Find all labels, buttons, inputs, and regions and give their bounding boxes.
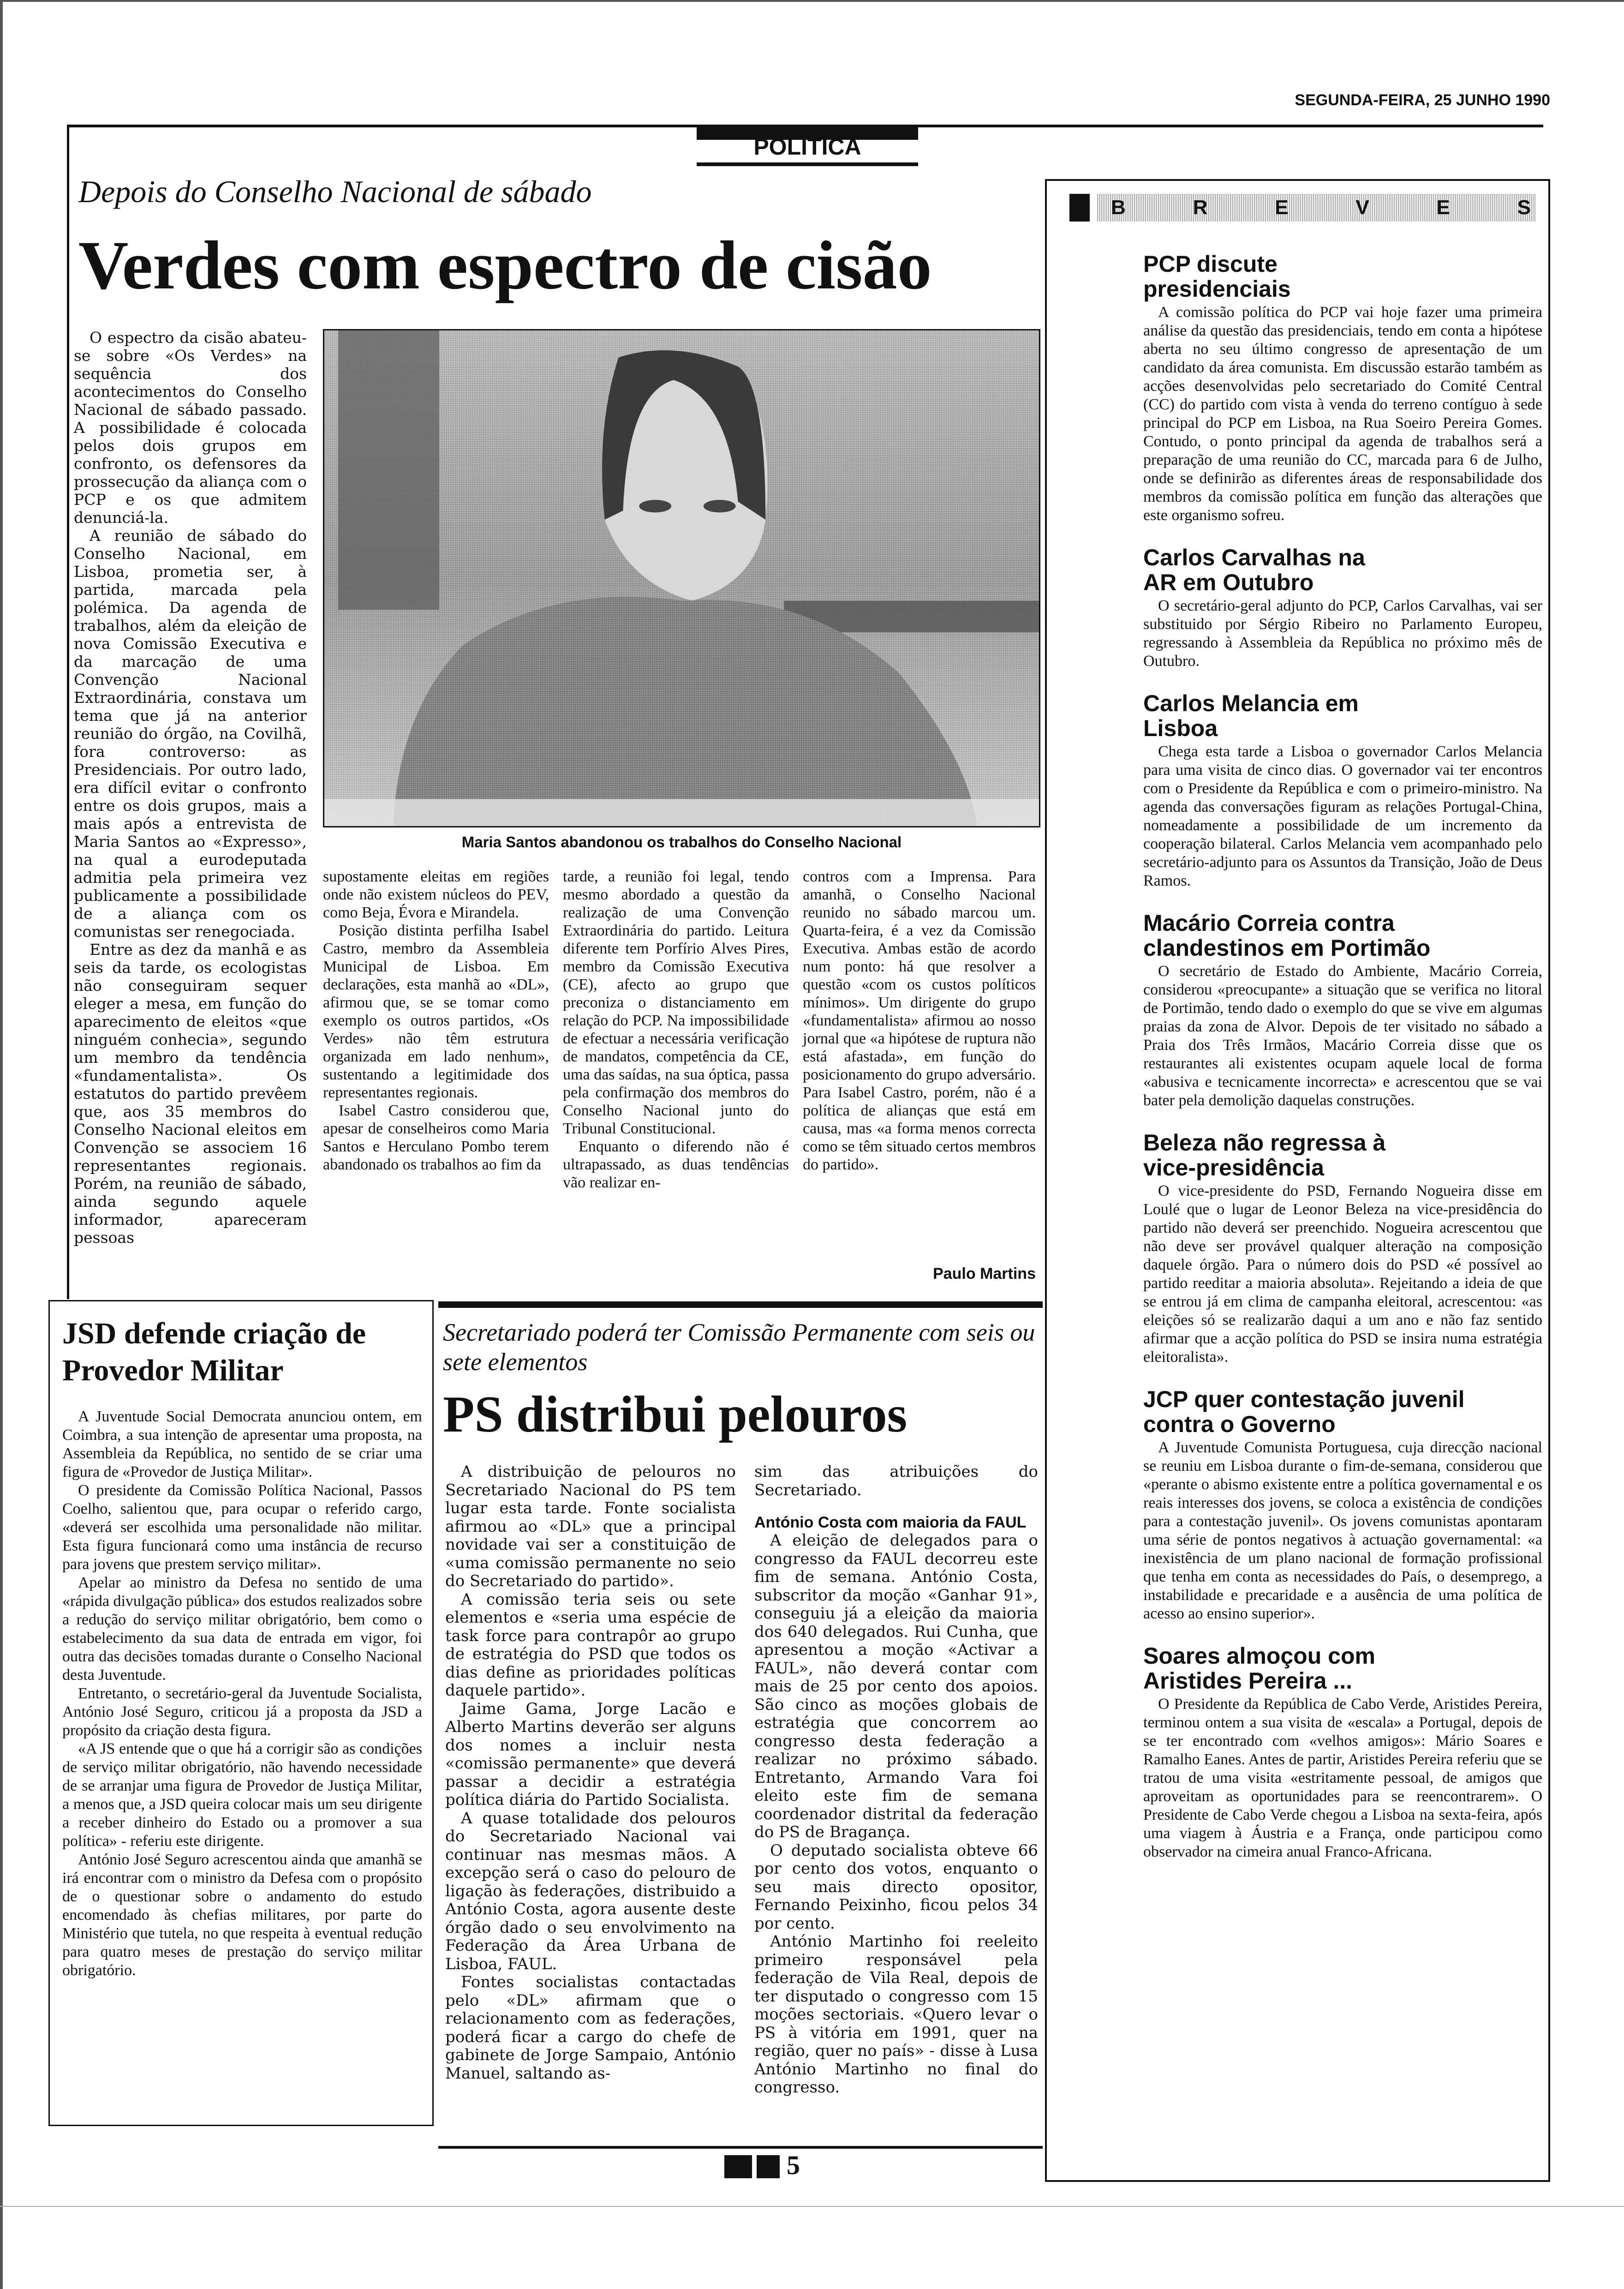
lead-kicker: Depois do Conselho Nacional de sábado — [78, 174, 592, 209]
lead-paragraph: Enquanto o diferendo não é ultrapassado, as duas tendências vão realizar en- — [563, 1138, 789, 1191]
lead-column-1 — [74, 329, 307, 1246]
lead-paragraph: O espectro da cisão abateu-se sobre «Os Verdes» na sequência dos acontecimentos do Conselho Nacional de sábado passado. A possibilidade é colocada pelos dois grupos em confronto, os defensores da prossecução da aliança com o PCP e os que admitem denunciá-la. — [74, 329, 307, 527]
jsd-paragraph: O presidente da Comissão Política Nacional, Passos Coelho, salientou que, para ocupar o referido cargo, «deverá ser escolhida uma personalidade não militar. Esta figura funcionará como uma instância de recurso para jovens que prestem serviço militar». — [62, 1482, 422, 1573]
lead-paragraph: supostamente eleitas em regiões onde não existem núcleos do PEV, como Beja, Évora e Mirandela. — [323, 868, 549, 921]
photo-image — [324, 330, 1039, 826]
brief-title: Macário Correia contra clandestinos em Portimão — [1143, 910, 1431, 961]
byline: Paulo Martins — [933, 1265, 1036, 1282]
jsd-body — [62, 1408, 422, 1980]
brief-item — [1143, 911, 1542, 1110]
page-edge-top — [0, 0, 1624, 2]
brief-title: PCP discute presidenciais — [1143, 251, 1291, 302]
brief-body: O vice-presidente do PSD, Fernando Nogueira disse em Loulé que o lugar de Leonor Beleza na vice-presidência do partido não deverá ser preenchido. Nogueira acrescentou que não deve ser provável qualquer alteração na composição daquele órgão. Para o número dois do PSD «é possível ao partido reeditar a maioria absoluta». Rejeitando a ideia de que se entrou já em clima de campanha eleitoral, acrescentou: «as eleições só se realizarão daqui a um ano e não faz sentido afirmar que a acção política do PSD se insira numa estratégia eleitoralista». — [1143, 1182, 1542, 1366]
lead-paragraph: tarde, a reunião foi legal, tendo mesmo abordado a questão da realização de uma Convenção Extraordinária do partido. Leitura diferente tem Porfírio Alves Pires, membro da Comissão Executiva (CE), afecto ao grupo que preconiza o distanciamento em relação do PCP. Na impossibilidade de efectuar a necessária verificação de mandatos, competência da CE, uma das saídas, na sua óptica, passa pela confirmação dos membros do Conselho Nacional junto do Tribunal Constitucional. — [563, 868, 789, 1137]
brief-body: Chega esta tarde a Lisboa o governador Carlos Melancia para uma visita de cinco dias. O governador vai ter encontros com o Presidente da República e com o primeiro-ministro. Na agenda das conversações figuram as relações Portugal-China, nomeadamente a possibilidade de um incremento da cooperação bilateral. Carlos Melancia vem acompanhado pelo secretário-adjunto para os Assuntos da Transição, João de Deus Ramos. — [1143, 743, 1542, 889]
ps-kicker: Secretariado poderá ter Comissão Permanente com seis ou sete elementos — [443, 1318, 1035, 1376]
breves-letter: S — [1517, 196, 1531, 219]
brief-body: A comissão política do PCP vai hoje fazer uma primeira análise da questão das presidenciais, tendo em conta a hipótese aberta no seu último congresso de apresentação de um candidato da área comunista. Em discussão estarão também as acções desenvolvidas pelo secretariado do Comité Central (CC) do partido com vista à venda do terreno contíguo à sede principal do PCP em Lisboa, na Rua Soeiro Pereira Gomes. Contudo, o ponto principal da agenda de trabalhos será a preparação de uma reunião do CC, marcada para 6 de Julho, onde se definirão as diferentes áreas de responsabilidade dos membros da comissão política em função das alterações que este organismo sofreu. — [1143, 304, 1542, 524]
lead-paragraph: contros com a Imprensa. Para amanhã, o Conselho Nacional reunido no sábado marcou um. Quarta-feira, é a vez da Comissão Executiva. Ambas estão de acordo num ponto: há que resolver a questão «com os custos políticos mínimos». Um dirigente do grupo «fundamentalista» afirmou ao nosso jornal que «a hipótese de ruptura não está afastada», em função do posicionamento do grupo adversário. Para Isabel Castro, porém, não é a política de alianças que está em causa, mas «a forma menos correcta como se têm situado certos membros do partido». — [803, 868, 1036, 1173]
ps-paragraph: O deputado socialista obteve 66 por cento dos votos, enquanto o seu mais directo opositor, Fernando Peixinho, ficou pelos 34 por cento. — [754, 1841, 1038, 1933]
ps-column-1 — [445, 1463, 736, 2083]
lead-column-4 — [803, 868, 1036, 1174]
brief-item — [1143, 1130, 1542, 1366]
ps-paragraph: A comissão teria seis ou sete elementos e «seria uma espécie de task force para contrapôr ao grupo de estratégia do PSD que todos os dias define as prioridades políticas daquele partido». — [445, 1590, 736, 1700]
jsd-headline: JSD defende criação de Provedor Militar — [62, 1317, 366, 1387]
photo-caption: Maria Santos abandonou os trabalhos do Conselho Nacional — [461, 833, 902, 851]
breves-label — [1097, 196, 1536, 220]
breves-letter: R — [1193, 196, 1208, 219]
brief-title: JCP quer contestação juvenil contra o Governo — [1143, 1386, 1465, 1437]
brief-body: O secretário-geral adjunto do PCP, Carlos Carvalhas, vai ser substituido por Sérgio Ribeiro no Parlamento Europeu, regressando à Assembleia da República no próximo mês de Outubro. — [1143, 597, 1542, 670]
lead-column-2 — [323, 868, 549, 1174]
jsd-paragraph: António José Seguro acrescentou ainda que amanhã se irá encontrar com o ministro da Defesa com o propósito de o questionar sobre o andamento do estudo encomendado às chefias militares, por parte do Ministério que tutela, no que respeita à eventual redução para quatro meses de prestação do serviço militar obrigatório. — [62, 1851, 422, 1979]
section-label: POLÍTICA — [753, 134, 861, 160]
brief-body: A Juventude Comunista Portuguesa, cuja direcção nacional se reuniu em Lisboa durante o fim-de-semana, considerou que «perante o abismo existente entre a política governamental e os reais interesses dos jovens, se coloca a existência de condições para a contestação juvenil». Os jovens comunistas apontaram uma série de pontos negativos à actuação governamental: «a inexistência de um plano nacional de formação profissional que tenha em conta as necessidades do País, o desemprego, a instabilidade e precaridade e a ausência de uma política de acesso ao ensino superior». — [1143, 1439, 1542, 1622]
brief-item — [1143, 252, 1542, 525]
newspaper-logo-icon — [724, 2155, 752, 2178]
ps-headline: PS distribui pelouros — [443, 1386, 908, 1443]
jsd-paragraph: A Juventude Social Democrata anunciou ontem, em Coimbra, a sua intenção de apresentar uma proposta, na Assembleia da República, no sentido de se criar uma figura de «Provedor de Justiça Militar». — [62, 1408, 422, 1480]
jsd-paragraph: Entretanto, o secretário-geral da Juventude Socialista, António José Seguro, criticou já a proposta da JSD a propósito da criação desta figura. — [62, 1685, 422, 1739]
brief-title: Carlos Melancia em Lisboa — [1143, 690, 1359, 741]
newspaper-logo-icon — [757, 2155, 780, 2178]
lead-column-3 — [563, 868, 789, 1192]
jsd-paragraph: «A JS entende que o que há a corrigir são as condições de serviço militar obrigatório, não havendo necessidade de se arranjar uma figura de Provedor de Justiça Militar, a menos que, a JSD queira colocar mais um seu dirigente a receber dinheiro do Estado ou a promover a sua política» - referiu este dirigente. — [62, 1740, 422, 1850]
ps-paragraph: A distribuição de pelouros no Secretariado Nacional do PS tem lugar esta tarde. Fonte socialista afirmou ao «DL» que a principal novidade vai ser a constituição de «uma comissão permanente no seio do Secretariado do partido». — [445, 1462, 736, 1590]
page-edge-bottom — [0, 2206, 1624, 2207]
brief-title: Soares almoçou com Aristides Pereira ... — [1143, 1643, 1375, 1694]
lead-frame-left-rule — [67, 125, 69, 1299]
brief-body: O Presidente da República de Cabo Verde, Aristides Pereira, terminou ontem a sua visita de «escala» a Portugal, depois de se ter encontrado com «velhos amigos»: Mário Soares e Ramalho Eanes. Antes de partir, Aristides Pereira referiu que se tratou de uma visita «estritamente pessoal, de amigos que aproveitam as oportunidades para se reencontrarem». O Presidente de Cabo Verde chegou a Lisboa na sexta-feira, após uma viagem à Áustria e a França, onde participou como observador na cimeira anual Franco-Africana. — [1143, 1696, 1542, 1860]
breves-letter: V — [1355, 196, 1369, 219]
breves-letter: E — [1436, 196, 1450, 219]
dateline: SEGUNDA-FEIRA, 25 JUNHO 1990 — [1295, 91, 1550, 109]
section-underline — [697, 162, 918, 166]
ps-paragraph: sim das atribuições do Secretariado. — [754, 1462, 1038, 1499]
breves-list — [1143, 252, 1542, 1882]
ps-paragraph: Jaime Gama, Jorge Lacão e Alberto Martins deverão ser alguns dos nomes a incluir nesta «comissão permanente» que deverá passar a decidir a estratégia política diária do Partido Socialista. — [445, 1699, 736, 1809]
ps-paragraph: Fontes socialistas contactadas pelo «DL» afirmam que o relacionamento com as federações, poderá ficar a cargo do chefe de gabinete de Jorge Sampaio, António Manuel, saltando as- — [445, 1973, 736, 2083]
photo-maria-santos — [323, 329, 1040, 827]
ps-bottom-rule — [438, 2146, 1043, 2149]
brief-item — [1143, 1387, 1542, 1623]
ps-paragraph: António Martinho foi reeleito primeiro responsável pela federação de Vila Real, depois de ter disputado o congresso com 15 moções sectoriais. «Quero levar o PS à vitória em 1991, quer na região, quer no país» - disse à Lusa António Martinho no final do congresso. — [754, 1932, 1038, 2097]
breves-letter: B — [1111, 196, 1126, 219]
ps-paragraph: A eleição de delegados para o congresso da FAUL decorreu este fim de semana. António Costa, subscritor da moção «Ganhar 91», conseguiu já a eleição da maioria dos 640 delegados. Rui Cunha, que apresentou a moção «Activar a FAUL», não deverá contar com mais de 25 por cento dos apoios. São cinco as moções globais de estratégia que concorrem ao congresso desta federação a realizar no próximo sábado. Entretanto, Armando Vara foi eleito este fim de semana coordenador distrital da federação do PS de Bragança. — [754, 1531, 1038, 1841]
lead-paragraph: Entre as dez da manhã e as seis da tarde, os ecologistas não conseguiram sequer eleger a mesa, em função do aparecimento de eleitos «que ninguém conhecia», segundo um membro da tendência «fundamentalista». Os estatutos do partido prevêem que, aos 35 membros do Conselho Nacional eleitos em Convenção se associem 16 representantes regionais. Porém, na reunião de sábado, ainda segundo aquele informador, apareceram pessoas — [74, 941, 307, 1246]
brief-item — [1143, 545, 1542, 671]
lead-paragraph: Posição distinta perfilha Isabel Castro, membro da Assembleia Municipal de Lisboa. Em declarações, esta manhã ao «DL», afirmou que, se se tomar como exemplo os outros partidos, «Os Verdes» não têm estrutura organizada em lado nenhum», sustentando a legitimidade dos representantes regionais. — [323, 922, 549, 1101]
breves-label-block — [1069, 194, 1090, 222]
ps-subhead: António Costa com maioria da FAUL — [754, 1514, 1027, 1531]
breves-letter: E — [1275, 196, 1289, 219]
brief-item — [1143, 691, 1542, 890]
brief-body: O secretário de Estado do Ambiente, Macário Correia, considerou «preocupante» a situação que se verifica no litoral de Portimão, tendo dado o exemplo do que se vive em algumas praias da zona de Alvor. Depois de ter visitado no sábado a Praia dos Três Irmãos, Macário Correia disse que os restaurantes ali existentes ocupam aquele local de forma «abusiva e tecnicamente incorrecta» e acrescentou que se vai bater pela demolição daquelas construções. — [1143, 963, 1542, 1109]
breves-label-bar — [1069, 194, 1536, 222]
ps-column-2 — [754, 1463, 1038, 2097]
page-number: 5 — [787, 2150, 800, 2180]
jsd-paragraph: Apelar ao ministro da Defesa no sentido de uma «rápida divulgação pública» dos estudos realizados sobre a redução do serviço militar obrigatório, bem como o estabelecimento da sua data de entrada em vigor, foi outra das decisões tomadas durante o Conselho Nacional desta Juventude. — [62, 1574, 422, 1684]
brief-title: Beleza não regressa à vice-presidência — [1143, 1130, 1386, 1180]
page-edge-left — [0, 0, 3, 2289]
ps-top-rule — [438, 1301, 1043, 1308]
brief-item — [1143, 1643, 1542, 1861]
lead-paragraph: Isabel Castro considerou que, apesar de conselheiros como Maria Santos e Herculano Pombo terem abandonado os trabalhos ao fim da — [323, 1102, 549, 1173]
lead-paragraph: A reunião de sábado do Conselho Nacional, em Lisboa, prometia ser, à partida, marcada pela polémica. Da agenda de trabalhos, além da eleição de nova Comissão Executiva e da marcação de uma Convenção Nacional Extraordinária, constava um tema que já na anterior reunião do órgão, na Covilhã, fora controverso: as Presidenciais. Por outro lado, era difícil evitar o confronto entre os dois grupos, mais a mais após a entrevista de Maria Santos ao «Expresso», na qual a eurodeputada admitia pela primeira vez publicamente a possibilidade de a aliança com os comunistas ser renegociada. — [74, 527, 307, 941]
lead-headline: Verdes com espectro de cisão — [78, 227, 932, 304]
brief-title: Carlos Carvalhas na AR em Outubro — [1143, 545, 1365, 595]
ps-paragraph: A quase totalidade dos pelouros do Secretariado Nacional vai continuar nas mesmas mãos. A excepção será o caso do pelouro de ligação às federações, distribuido a António Costa, agora ausente deste órgão dado o seu envolvimento na Federação da Área Urbana de Lisboa, FAUL. — [445, 1809, 736, 1973]
